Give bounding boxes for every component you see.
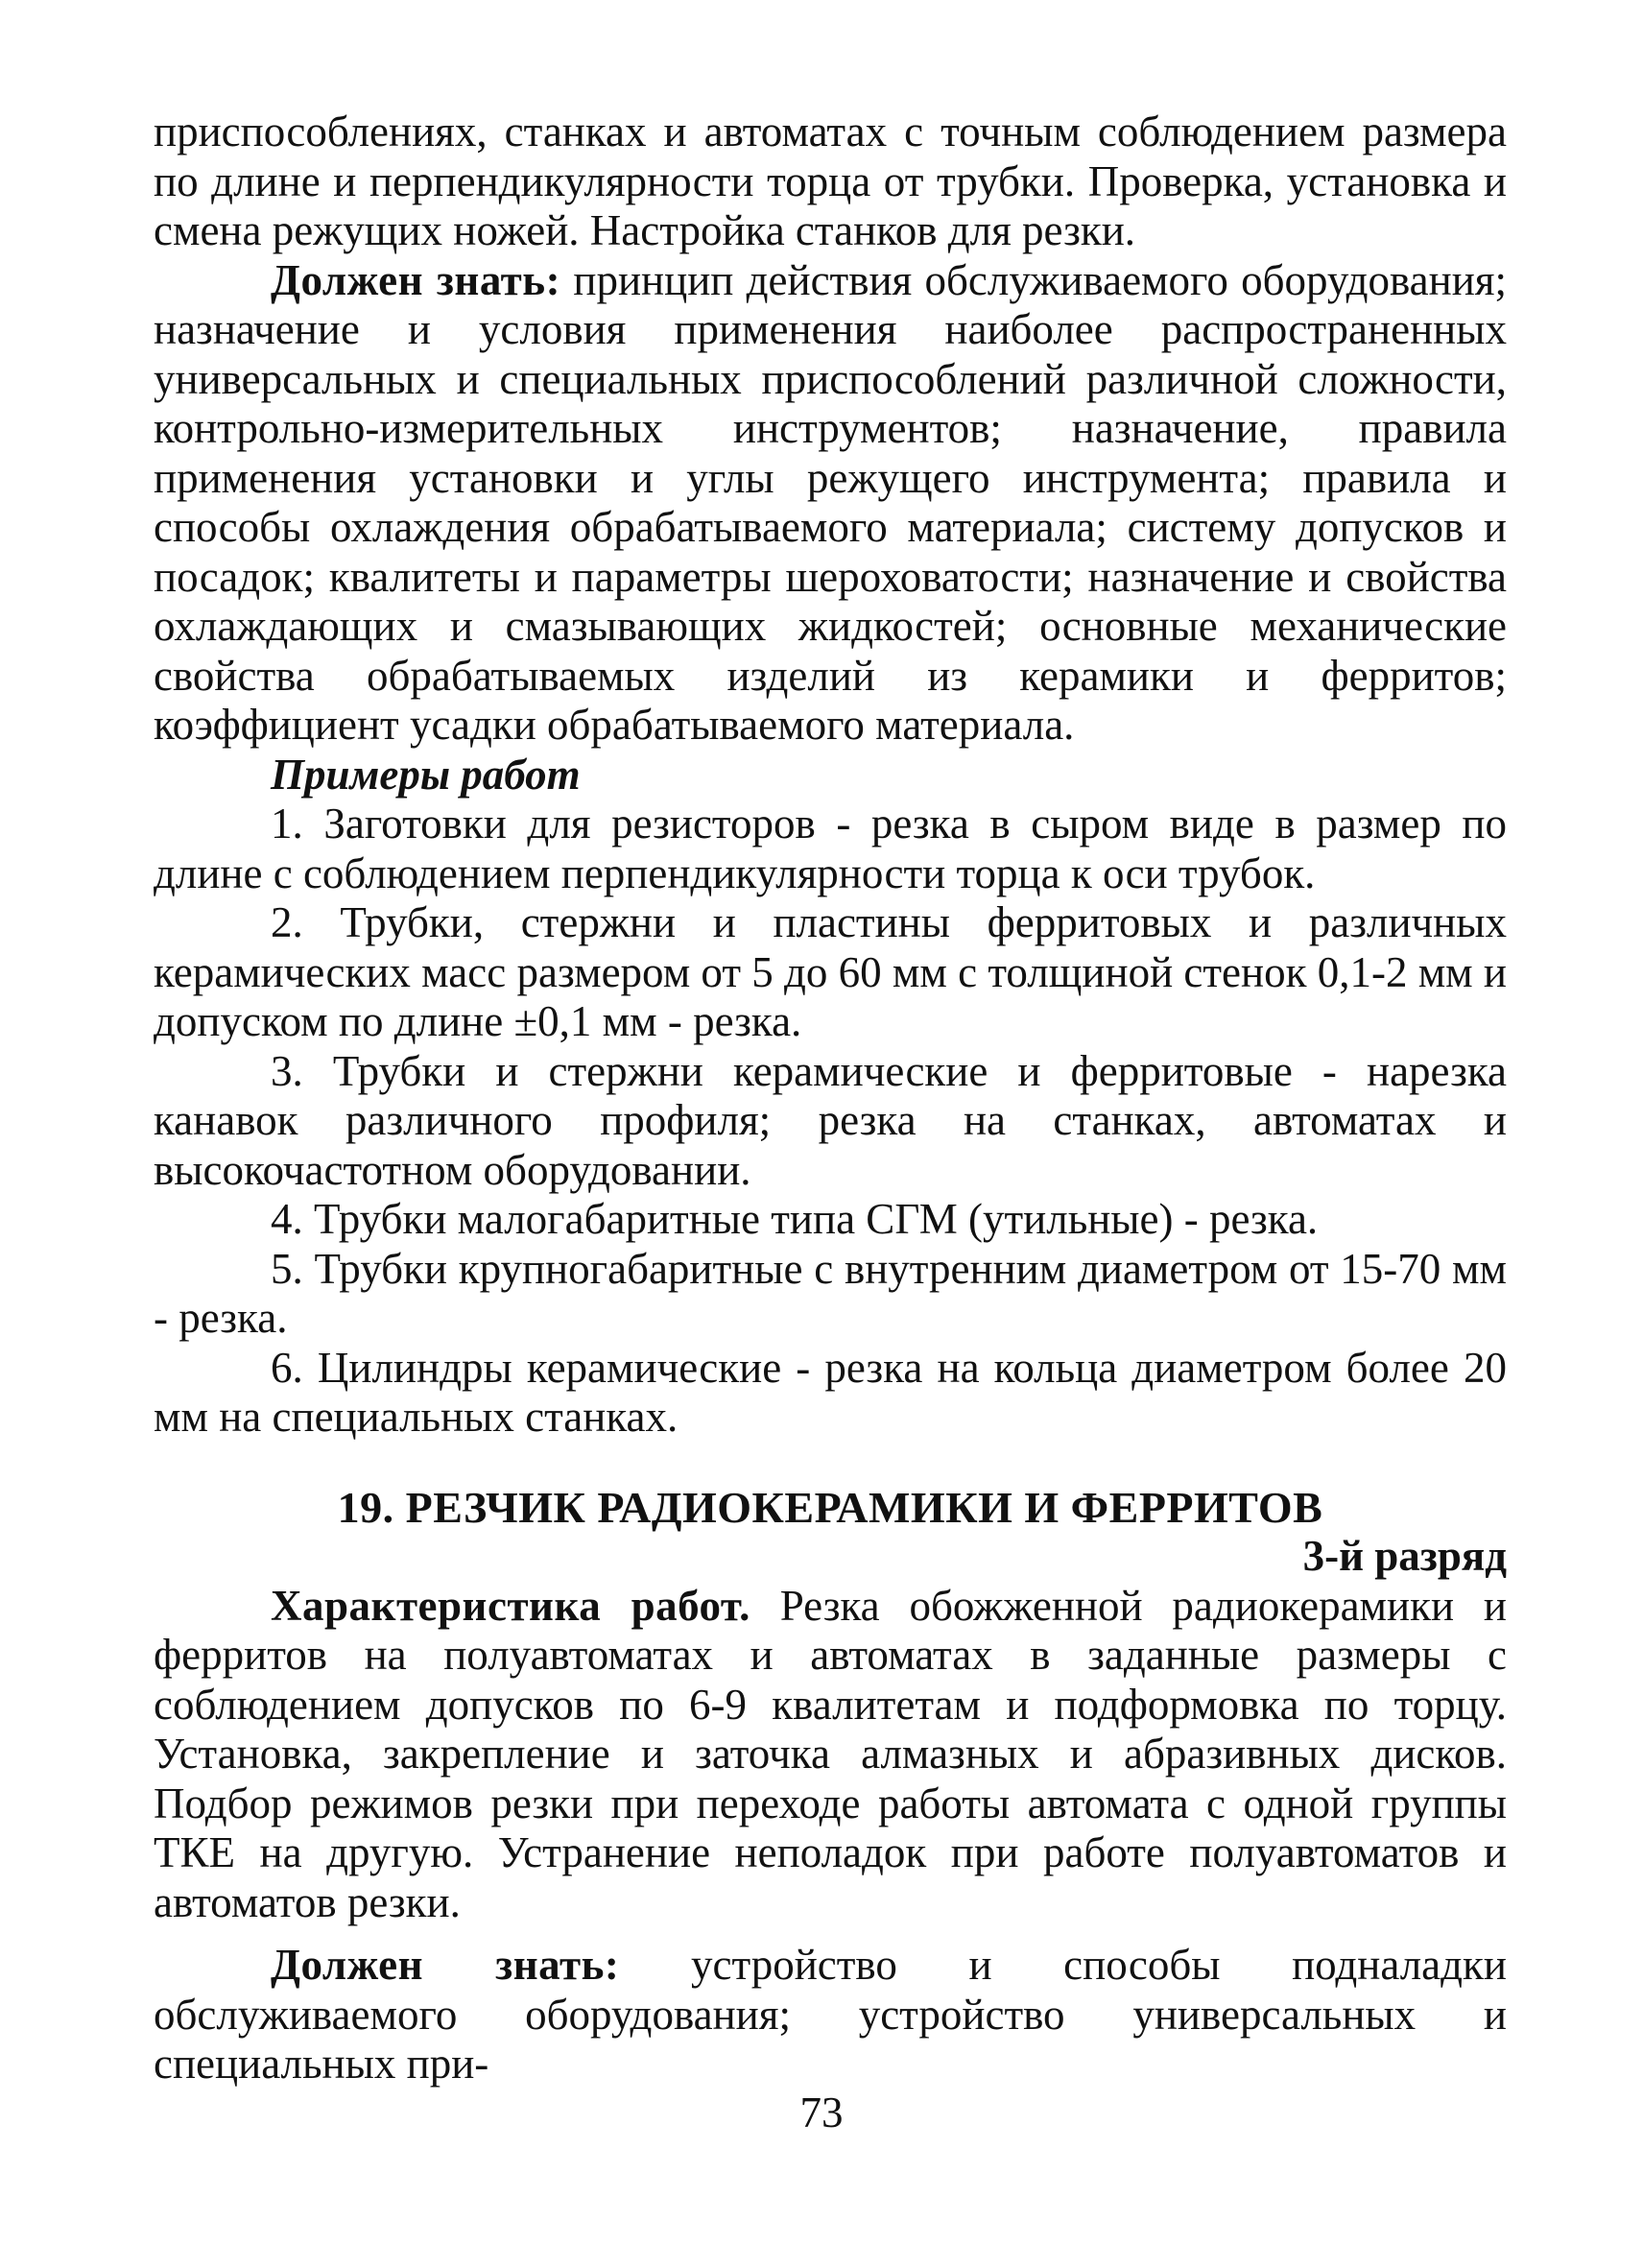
characteristic-paragraph (154, 1582, 1507, 1928)
example-item: 3. Трубки и стержни керамические и ферритовые - нарезка канавок различного профиля; резка на станках, автоматах и высокочастотном оборудовании. (154, 1046, 1507, 1194)
grade-label: 3-й разряд (1302, 1532, 1507, 1580)
example-item: 1. Заготовки для резисторов - резка в сыром виде в размер по длине с соблюдением перпендикулярности торца к оси трубок. (154, 800, 1507, 897)
must-know-label-2: Должен знать: (271, 1941, 620, 1989)
characteristic-label: Характеристика работ. (271, 1581, 750, 1630)
page-number: 73 (799, 2089, 844, 2137)
example-item: 6. Цилиндры керамические - резка на кольца диаметром более 20 мм на специальных станках. (154, 1343, 1507, 1441)
example-item: 4. Трубки малогабаритные типа СГМ (утильные) - резка. (271, 1195, 1319, 1243)
must-know-text-2: устройство и способы подналадки обслуживаемого оборудования; устройство универсальных и специальных при- (154, 1941, 1507, 2088)
example-item: 5. Трубки крупногабаритные с внутренним диаметром от 15-70 мм - резка. (154, 1244, 1507, 1342)
characteristic-text: Резка обожженной радиокерамики и ферритов на полуавтоматах и автоматах в заданные размеры с соблюдением допусков по 6-9 квалитетам и подформовка по торцу. Установка, закрепление и заточка алмазных и абразивных дисков. Подбор режимов резки при переходе работы автомата с одной группы ТКЕ на другую. Устранение неполадок при работе полуавтоматов и автоматов резки. (154, 1581, 1507, 1926)
must-know-label: Должен знать: (271, 255, 561, 304)
must-know-paragraph (154, 256, 1507, 751)
example-item: 2. Трубки, стержни и пластины ферритовых и различных керамических масс размером от 5 до 60 мм с толщиной стенок 0,1-2 мм и допуском по длине ±0,1 мм - резка. (154, 898, 1507, 1045)
examples-heading: Примеры работ (271, 750, 581, 799)
must-know-text: принцип действия обслуживаемого оборудования; назначение и условия применения наиболее распространенных универсальных и специальных приспособлений различной сложности, контрольно-измерительных инструментов; назначение, правила применения установки и углы режущего инструмента; правила и способы охлаждения обрабатываемого материала; систему допусков и посадок; квалитеты и параметры шероховатости; назначение и свойства охлаждающих и смазывающих жидкостей; основные механические свойства обрабатываемых изделий из керамики и ферритов; коэффициент усадки обрабатываемого материала. (154, 255, 1507, 749)
section-title: 19. РЕЗЧИК РАДИОКЕРАМИКИ И ФЕРРИТОВ (337, 1482, 1323, 1532)
page-body (154, 107, 1507, 2089)
must-know-paragraph-2 (154, 1941, 1507, 2089)
continuation-paragraph: приспособлениях, станках и автоматах с точным соблюдением размера по длине и перпендикулярности торца от трубки. Проверка, установка и смена режущих ножей. Настройка станков для резки. (154, 107, 1507, 254)
